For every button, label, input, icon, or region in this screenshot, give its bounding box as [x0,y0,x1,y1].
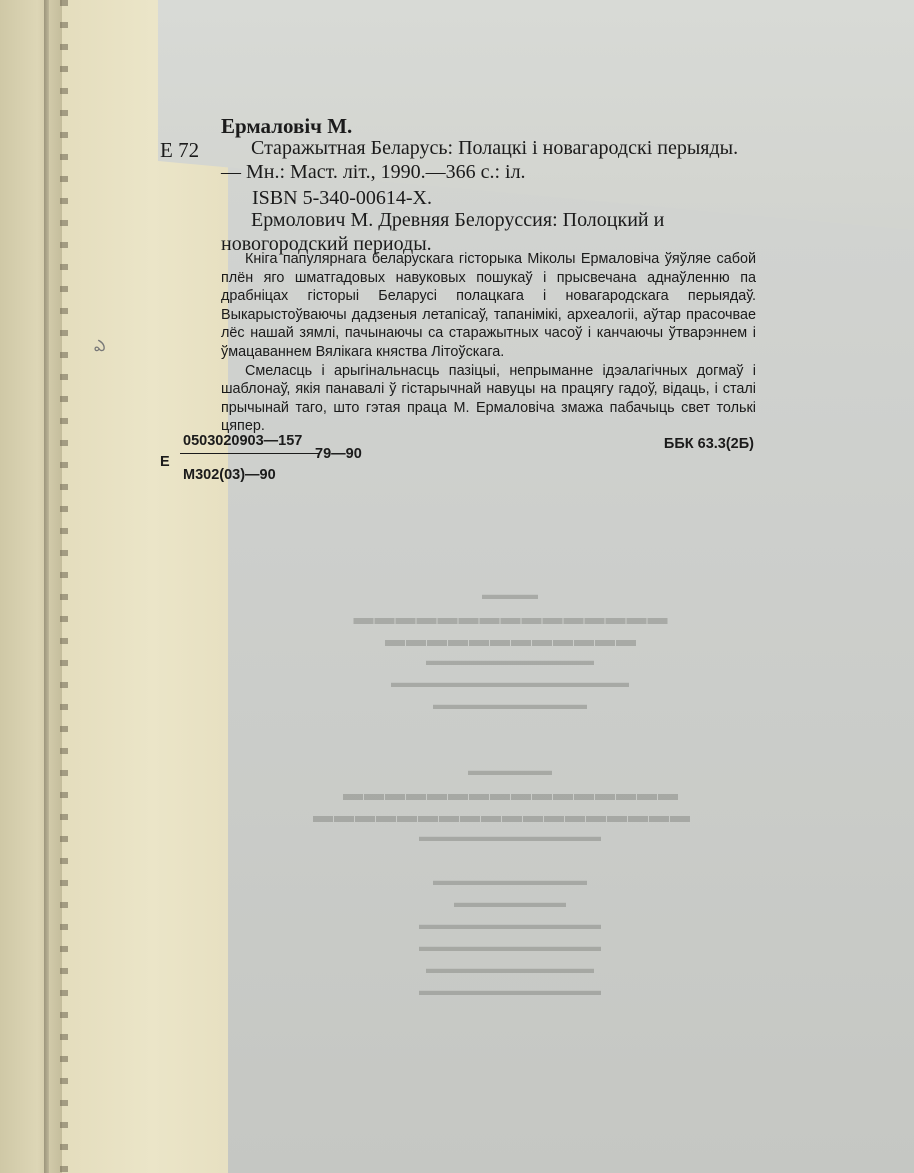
fraction-line [180,453,320,454]
bleed-through-text: ▬▬▬▬ ▬▬▬▬▬▬▬▬▬▬▬▬▬▬▬ ▬▬▬▬▬▬▬▬▬▬▬▬ ▬▬▬▬▬▬▬▬▬▬▬▬ ▬▬▬▬▬▬▬▬▬▬▬▬▬▬▬▬▬ ▬▬▬▬▬▬▬▬▬▬▬ ▬▬▬▬▬▬ ▬▬▬▬▬▬▬▬▬▬▬▬▬▬▬▬ ▬▬▬▬▬▬▬▬▬▬▬▬▬▬▬▬▬▬ ▬▬▬▬▬▬▬▬▬▬▬▬▬ ▬▬▬▬▬▬▬▬▬▬▬ ▬▬▬▬▬▬▬▬ ▬▬▬▬▬▬▬▬▬▬▬▬▬ ▬▬▬▬▬▬▬▬▬▬▬▬▬ ▬▬▬▬▬▬▬▬▬▬▬▬ ▬▬▬▬▬▬▬▬▬▬▬▬▬ [312,588,690,999]
author-name: Ермаловіч М. [221,114,353,138]
annotation-paragraph: Кніга папулярнага беларускага гісторыка Міколы Ермаловіча ўяўляе сабой плён яго шматгадовых навуковых пошукаў і прысвечана аднаўленню па драбніцах гісторыі Беларусі полацкага і новагародскага перыядаў. Выкарыстоўваючы дадзеныя летапісаў, тапанімікі, археалогіі, аўтар прасочвае лёс нашай зямлі, пачынаючы са старажытных часоў і канчаючы ўтварэннем і ўмацаваннем Вялікага княства Літоўскага. [221,251,756,360]
annotation-paragraph: Смеласць і арыгінальнасць пазіцыі, непрыманне ідэалагічных догмаў і шаблонаў, якія панавалі ў гістарычнай навуцы на працягу гадоў, відаць, і сталі прычынай таго, што гэтая праца М. Ермаловіча змажа пабачыць свет толькі цяпер. [221,362,756,435]
bibliographic-description: Старажытная Беларусь: Полацкі і новагародскі перыяды.— Мн.: Маст. літ., 1990.—366 с.: іл. [221,137,739,183]
bbk-code: ББК 63.3(2Б) [663,436,754,452]
classification-letter: Е [160,454,170,470]
isbn: ISBN 5-340-00614-X. [252,187,432,209]
classification-suffix: 79—90 [315,446,362,462]
author-code: Е 72 [160,138,200,162]
classification-codes [160,433,760,493]
margin-mark: ఎ [94,338,106,355]
classification-denominator: М302(03)—90 [183,467,276,483]
parallel-title: Ермолович М. Древняя Белоруссия: Полоцкий и новогородский периоды. [221,209,665,255]
classification-numerator: 0503020903—157 [183,433,303,449]
annotation [221,250,756,436]
